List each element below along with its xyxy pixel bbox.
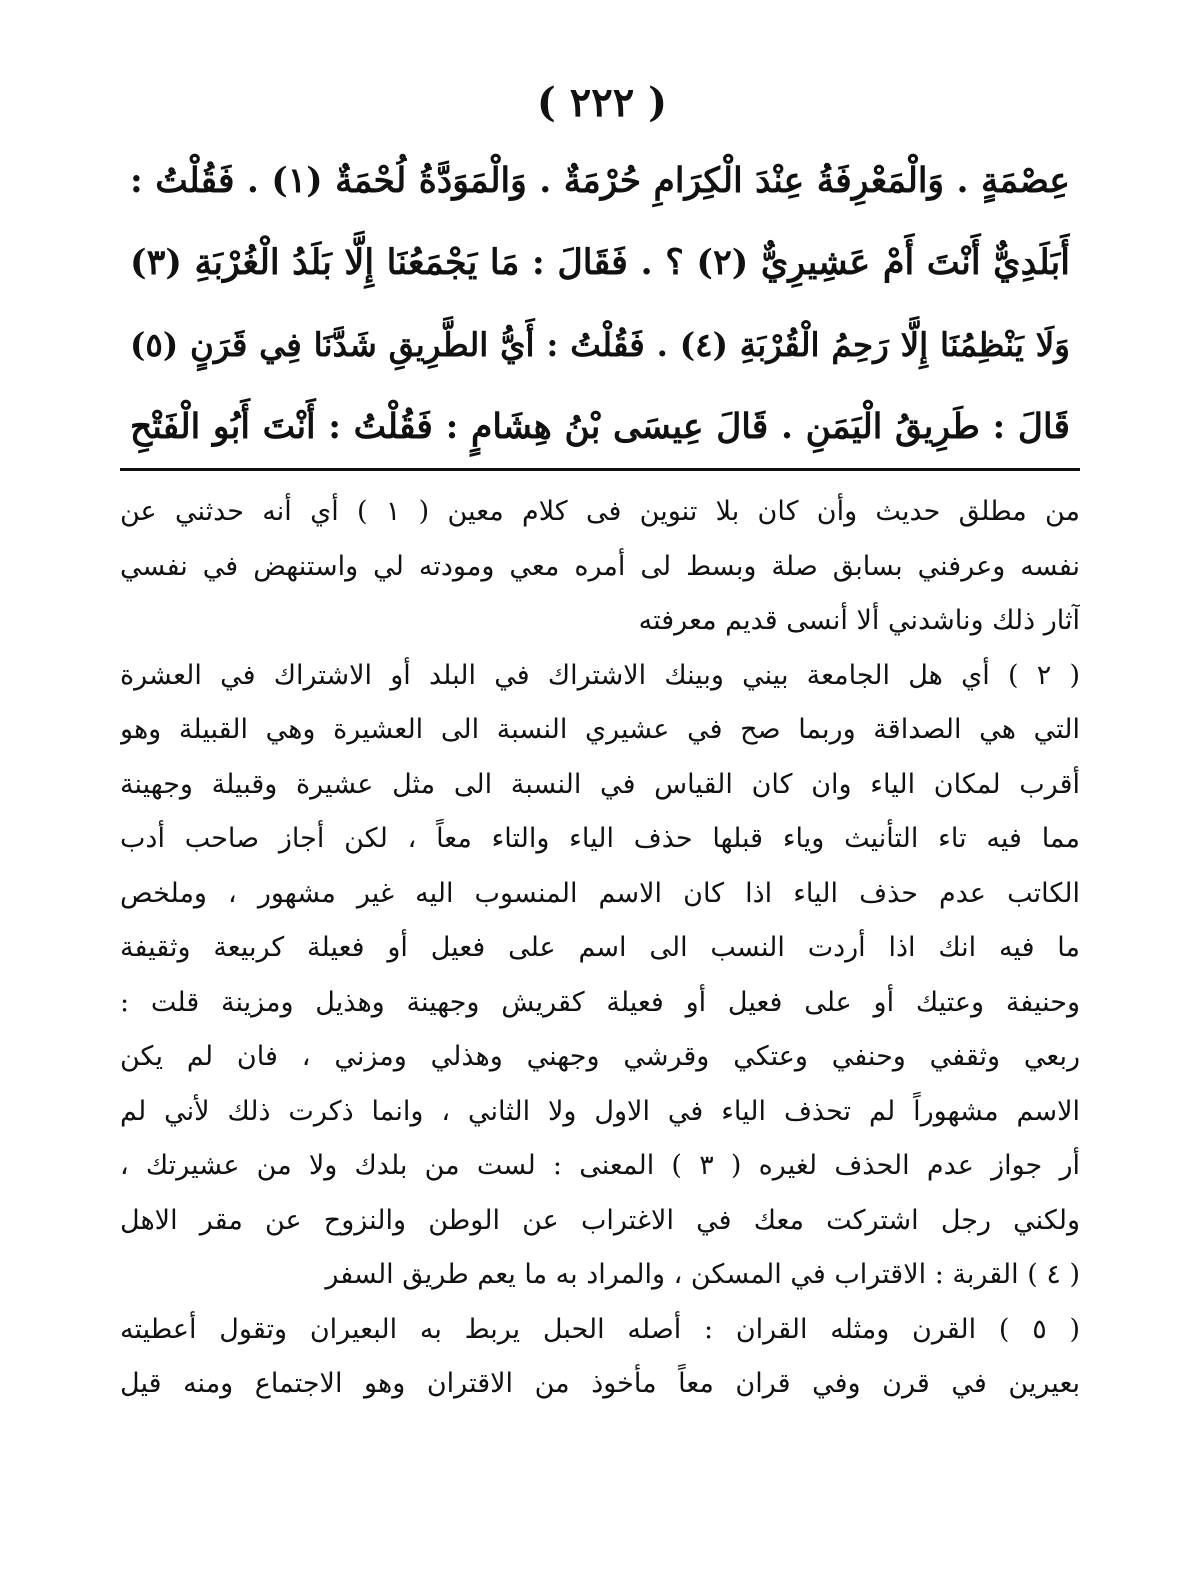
footnote-line: الكاتب عدم حذف الياء اذا كان الاسم المنسوب اليه غير مشهور ، وملخص <box>120 877 1080 909</box>
footnote-divider <box>120 468 1080 471</box>
footnote-line: أر جواز عدم الحذف لغيره ( ٣ ) المعنى : لست من بلدك ولا من عشيرتك ، <box>120 1150 1080 1181</box>
footnote-line: مما فيه تاء التأنيث وياء قبلها حذف الياء والتاء معاً ، لكن أجاز صاحب أدب <box>120 823 1080 854</box>
footnote-line: الاسم مشهوراً لم تحذف الياء في الاول ولا الثاني ، وانما ذكرت ذلك لأني لم <box>120 1095 1080 1127</box>
footnote-line: أقرب لمكان الياء وان كان القياس في النسبة الى مثل عشيرة وقبيلة وجهينة <box>120 768 1080 800</box>
footnote-line: التي هي الصداقة وربما صح في عشيري النسبة الى العشيرة وهي القبيلة وهو <box>120 714 1080 745</box>
footnote-line: ( ٢ ) أي هل الجامعة بيني وبينك الاشتراك في البلد أو الاشتراك في العشرة <box>120 659 1080 691</box>
main-text-line: أَبَلَدِيٌّ أَنْتَ أَمْ عَشِيرِيٌّ (٢) ؟ . فَقَالَ : مَا يَجْمَعُنَا إِلَّا بَلَدُ الْغُرْبَةِ (٣) <box>130 242 1070 283</box>
footnote-line: ولكني رجل اشتركت معك في الاغتراب عن الوطن والنزوح عن مقر الاهل <box>120 1204 1080 1236</box>
footnote-line: من مطلق حديث وأن كان بلا تنوين فى كلام معين ( ١ ) أي أنه حدثني عن <box>120 496 1080 527</box>
main-text-line: قَالَ : طَرِيقُ الْيَمَنِ . قَالَ عِيسَى بْنُ هِشَامٍ : فَقُلْتُ : أَنْتَ أَبُو الْفَتْحِ <box>130 407 1070 447</box>
footnote-line: ما فيه انك اذا أردت النسب الى اسم على فعيل أو فعيلة كربيعة وثقيفة <box>120 932 1080 963</box>
footnote-line: آثار ذلك وناشدني ألا أنسى قديم معرفته <box>638 605 1080 636</box>
main-text <box>130 140 1070 468</box>
footnote-line: ربعي وثقفي وحنفي وعتكي وقرشي وجهني وهذلي ومزني ، فان لم يكن <box>120 1041 1080 1072</box>
footnote-line: بعيرين في قرن وفي قران معاً مأخوذ من الاقتران وهو الاجتماع ومنه قيل <box>120 1368 1080 1399</box>
footnote-line: وحنيفة وعتيك أو على فعيل أو فعيلة كقريش وجهينة وهذيل ومزينة قلت : <box>120 986 1080 1018</box>
footnote-line: نفسه وعرفني بسابق صلة وبسط لى أمره معي ومودته لي واستنهض في نفسي <box>120 550 1080 582</box>
footnote-line: ( ٤ ) القربة : الاقتراب في المسكن ، والمراد به ما يعم طريق السفر <box>325 1259 1080 1290</box>
main-text-line: وَلَا يَنْظِمُنَا إِلَّا رَحِمُ الْقُرْبَةِ (٤) . فَقُلْتُ : أَيُّ الطَّرِيقِ شَدَّنَا فِي قَرَنٍ (٥) <box>130 325 1070 364</box>
page-number: ( ٢٢٢ ) <box>536 79 668 126</box>
footnotes <box>120 485 1080 1412</box>
main-text-line: عِصْمَةٍ . وَالْمَعْرِفَةُ عِنْدَ الْكِرَامِ حُرْمَةٌ . وَالْمَوَدَّةُ لُحْمَةٌ (١) . فَقُلْتُ : <box>130 161 1070 201</box>
footnote-line: ( ٥ ) القرن ومثله القران : أصله الحبل يربط به البعيران وتقول أعطيته <box>120 1313 1080 1345</box>
